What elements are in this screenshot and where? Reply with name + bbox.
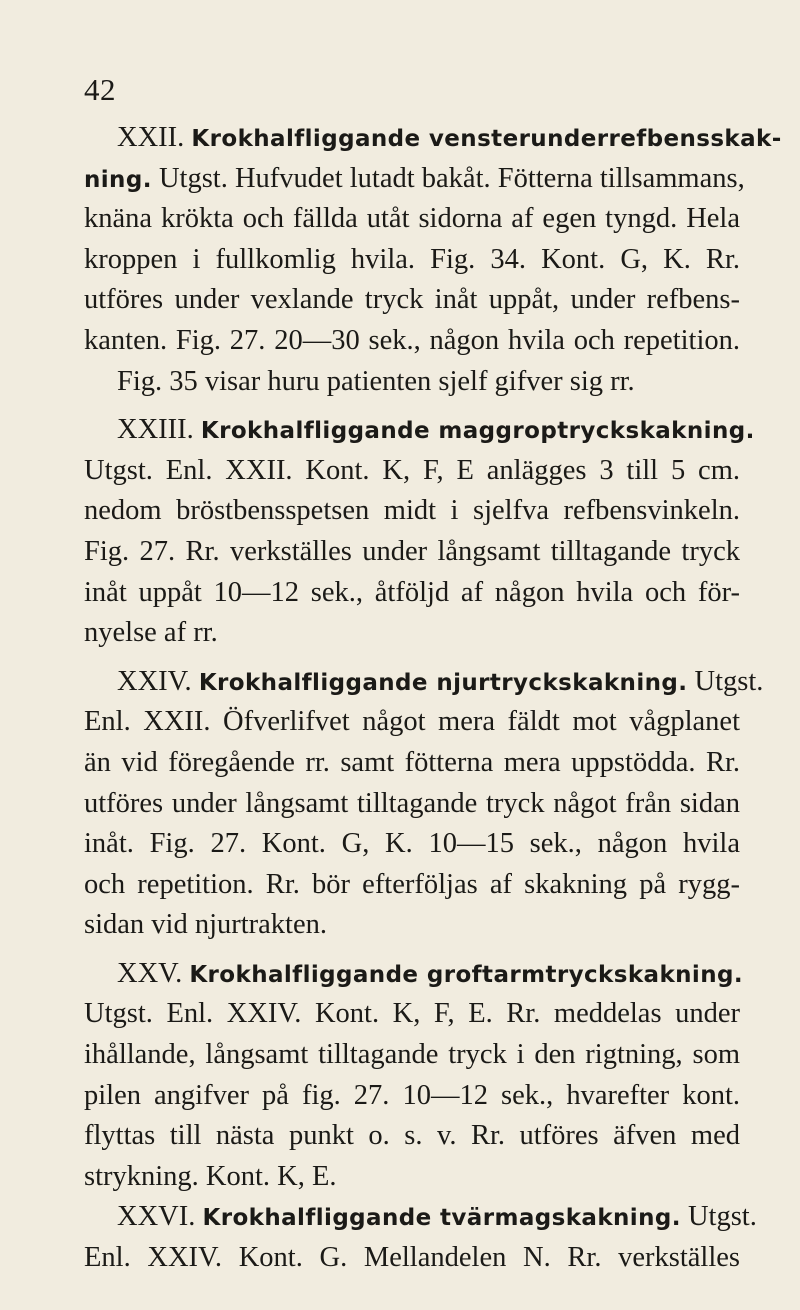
section-heading-line xyxy=(84,1197,757,1238)
text-body xyxy=(84,118,782,1279)
text-line: inåt. Fig. 27. Kont. G, K. 10—15 sek., någon hvila xyxy=(84,828,740,860)
text-line: Enl. XXIV. Kont. G. Mellandelen N. Rr. verkställes xyxy=(84,1242,740,1274)
section-heading-line xyxy=(84,410,755,451)
section-title: Krokhalfliggande maggroptryckskakning. xyxy=(200,418,755,445)
text-line: och repetition. Rr. bör efterföljas af skakning på rygg- xyxy=(84,868,740,900)
section-numeral: XXIII. xyxy=(117,414,194,446)
text-line: Utgst. Enl. XXII. Kont. K, F, E anlägges 3 till 5 cm. xyxy=(84,454,740,486)
text-line: nedom bröstbensspetsen midt i sjelfva refbensvinkeln. xyxy=(84,495,740,527)
section-title: Krokhalfliggande tvärmagskakning. xyxy=(202,1205,681,1232)
text-line: ihållande, långsamt tilltagande tryck i den rigtning, som xyxy=(84,1039,740,1071)
section-xxv xyxy=(84,954,743,1198)
text-line: utföres under långsamt tilltagande tryck något från sidan xyxy=(84,787,740,819)
text-line: knäna krökta och fällda utåt sidorna af egen tyngd. Hela xyxy=(84,203,740,235)
text-line: Utgst. Enl. XXIV. Kont. K, F, E. Rr. meddelas under xyxy=(84,998,740,1030)
section-heading-line xyxy=(84,954,743,995)
section-heading-line xyxy=(84,662,764,703)
section-title: Krokhalfliggande vensterunderrefbensskak- xyxy=(191,126,782,152)
page-number: 42 xyxy=(84,72,116,107)
section-heading-line xyxy=(84,118,782,159)
section-numeral: XXII. xyxy=(117,122,185,153)
text-line: kroppen i fullkomlig hvila. Fig. 34. Kont. G, K. Rr. xyxy=(84,243,740,275)
section-xxii xyxy=(84,118,782,402)
section-xxiv xyxy=(84,662,764,946)
section-numeral: XXIV. xyxy=(117,665,192,697)
text-line: Enl. XXII. Öfverlifvet något mera fäldt mot vågplanet xyxy=(84,706,740,738)
text-line: sidan vid njurtrakten. xyxy=(84,909,327,941)
section-numeral: XXVI. xyxy=(117,1201,196,1233)
section-title: Krokhalfliggande njurtryckskakning. xyxy=(198,669,688,696)
text-line: pilen angifver på fig. 27. 10—12 sek., hvarefter kont. xyxy=(84,1079,740,1111)
text-segment: Utgst. xyxy=(694,665,764,697)
section-xxvi xyxy=(84,1197,757,1278)
text-line: än vid föregående rr. samt fötterna mera uppstödda. Rr. xyxy=(84,746,740,778)
text-segment: Utgst. xyxy=(687,1201,757,1233)
text-line: flyttas till nästa punkt o. s. v. Rr. utföres äfven med xyxy=(84,1120,740,1152)
text-line: utföres under vexlande tryck inåt uppåt, under refbens- xyxy=(84,284,740,316)
text-line: kanten. Fig. 27. 20—30 sek., någon hvila och repetition. xyxy=(84,324,740,356)
text-line: inåt uppåt 10—12 sek., åtföljd af någon hvila och för- xyxy=(84,576,740,608)
text-line: nyelse af rr. xyxy=(84,617,218,649)
section-numeral: XXV. xyxy=(117,957,183,989)
text-segment: Utgst. Hufvudet lutadt bakåt. Fötterna tillsammans, xyxy=(158,162,745,194)
text-line xyxy=(84,159,745,200)
section-xxiii xyxy=(84,410,755,654)
section-title-continued: ning. xyxy=(84,166,152,193)
text-line: Fig. 27. Rr. verkställes under långsamt tilltagande tryck xyxy=(84,535,740,567)
section-title: Krokhalfliggande groftarmtryckskakning. xyxy=(189,961,743,988)
text-line: strykning. Kont. K, E. xyxy=(84,1160,337,1192)
text-line: Fig. 35 visar huru patienten sjelf gifver sig rr. xyxy=(117,365,635,397)
